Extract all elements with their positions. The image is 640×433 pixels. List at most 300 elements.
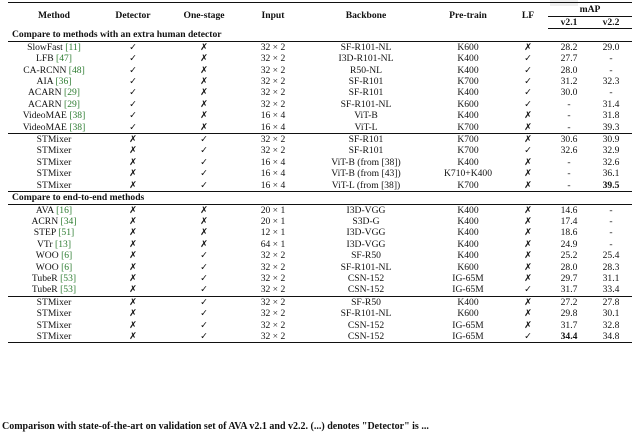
cell-method [8, 157, 100, 168]
cell-backbone: S3D-G [352, 215, 380, 227]
cell-one-stage: ✓ [166, 134, 242, 146]
cell-detector: ✗ [100, 134, 166, 146]
cell-one-stage: ✓ [200, 179, 208, 191]
cell-input: 32 × 2 [260, 284, 286, 296]
cell-backbone: SF-R101 [304, 134, 428, 146]
table-body [8, 29, 632, 343]
cell-one-stage: ✓ [200, 284, 208, 296]
section-title: Compare to end-to-end methods [8, 192, 632, 204]
method-name: STMixer [36, 308, 72, 320]
cell-backbone: CSN-152 [347, 272, 385, 284]
cell-pretrain: K600 [457, 261, 479, 273]
cell-one-stage: ✗ [200, 204, 208, 216]
header-row [8, 3, 632, 17]
cell-one-stage: ✓ [166, 296, 242, 308]
cell-method [8, 320, 100, 331]
cell-detector: ✓ [129, 53, 137, 65]
cell-lf: ✓ [524, 76, 532, 88]
cell-lf: ✓ [524, 64, 532, 76]
table-row [8, 320, 632, 331]
cell-v22: 31.4 [602, 98, 620, 110]
table-row [8, 87, 632, 98]
cell-lf: ✗ [508, 296, 548, 308]
cell-one-stage: ✗ [200, 64, 208, 76]
cell-detector: ✗ [129, 156, 137, 168]
cell-detector: ✗ [129, 145, 137, 157]
cell-detector: ✓ [129, 87, 137, 99]
cell-detector: ✗ [129, 238, 137, 250]
cell-backbone: I3D-VGG [346, 238, 386, 250]
cell-input: 16 × 4 [260, 121, 286, 133]
cell-input: 32 × 2 [260, 250, 286, 262]
cell-lf: ✓ [524, 87, 532, 99]
method-name: ACARN [28, 98, 62, 110]
cell-v22: 29.0 [602, 41, 620, 53]
table-row [8, 76, 632, 87]
table-row [8, 134, 632, 146]
cell-pretrain: IG-65M [452, 319, 484, 331]
cell-method [8, 180, 100, 192]
citation-link[interactable]: [53] [60, 272, 77, 284]
cell-backbone: I3D-VGG [346, 227, 386, 239]
cell-one-stage: ✗ [200, 53, 208, 65]
method-name: VTr [36, 238, 53, 250]
cell-v22: 33.4 [602, 284, 620, 296]
cell-input: 32 × 2 [260, 261, 286, 273]
cell-v22: - [609, 227, 613, 239]
cell-v21: 30.6 [548, 134, 590, 146]
citation-link[interactable]: [29] [64, 98, 80, 110]
cell-method [8, 296, 100, 308]
cell-input: 12 × 1 [260, 227, 286, 239]
cell-input: 32 × 2 [242, 134, 304, 146]
cell-one-stage: ✗ [200, 121, 208, 133]
col-v21: v2.1 [548, 17, 590, 29]
cell-pretrain: IG-65M [452, 284, 484, 296]
table-row [8, 53, 632, 64]
cell-method [8, 99, 100, 110]
cell-lf: ✗ [524, 204, 532, 216]
cell-v22: 32.9 [602, 145, 620, 157]
method-name: STMixer [36, 179, 72, 191]
cell-v21: - [567, 121, 571, 133]
cell-one-stage: ✓ [200, 168, 208, 180]
citation-link[interactable]: [16] [56, 204, 73, 216]
cell-method [8, 110, 100, 121]
cell-input: 20 × 1 [260, 215, 286, 227]
citation-link[interactable]: [13] [55, 238, 72, 250]
cell-v21: 24.9 [560, 238, 578, 250]
cell-detector: ✗ [129, 272, 137, 284]
cell-detector: ✓ [129, 98, 137, 110]
citation-link[interactable]: [47] [56, 53, 72, 65]
cell-v21: 28.0 [560, 261, 578, 273]
cell-method [8, 76, 100, 87]
method-name: ACARN [28, 87, 62, 99]
cell-v22: 32.3 [602, 76, 620, 88]
cell-v21: 28.2 [560, 41, 578, 53]
cell-method [8, 87, 100, 98]
cell-v21: 27.7 [560, 53, 578, 65]
cell-pretrain: K710+K400 [443, 168, 493, 180]
cell-lf: ✗ [524, 319, 532, 331]
cell-pretrain: K700 [428, 134, 508, 146]
cell-lf: ✗ [508, 134, 548, 146]
cell-one-stage: ✗ [200, 227, 208, 239]
cell-pretrain: K700 [457, 179, 479, 191]
col-map: mAP [548, 3, 632, 17]
cell-detector: ✗ [129, 215, 137, 227]
table-row [8, 157, 632, 168]
cell-pretrain: K400 [457, 238, 479, 250]
method-name: STMixer [36, 296, 72, 308]
method-name: TubeR [31, 284, 58, 296]
cell-v22: 30.9 [590, 134, 632, 146]
cell-v21: 29.7 [560, 272, 578, 284]
cell-method [8, 308, 100, 319]
cell-detector: ✗ [100, 331, 166, 343]
cell-v22: 36.1 [602, 168, 620, 180]
cell-input: 64 × 1 [260, 238, 286, 250]
cell-v22: 30.1 [602, 308, 620, 320]
cell-backbone: SF-R101-NL [340, 98, 392, 110]
table-row [8, 284, 632, 296]
cell-v22: 28.3 [602, 261, 620, 273]
table-row [8, 145, 632, 156]
cell-v21: 18.6 [560, 227, 578, 239]
cell-detector: ✗ [129, 308, 137, 320]
cell-backbone: CSN-152 [347, 319, 385, 331]
cell-v21: - [567, 179, 571, 191]
cell-lf: ✗ [524, 238, 532, 250]
cell-pretrain: K400 [457, 156, 479, 168]
table-row [8, 204, 632, 216]
col-method: Method [8, 3, 100, 29]
table-row [8, 99, 632, 110]
cell-v22: 32.8 [602, 319, 620, 331]
citation-link[interactable]: [6] [61, 261, 73, 273]
method-name: AVA [35, 204, 54, 216]
cell-lf: ✓ [508, 331, 548, 343]
cell-pretrain: K700 [457, 121, 479, 133]
cell-pretrain: IG-65M [428, 331, 508, 343]
table-row [8, 216, 632, 227]
table-row [8, 65, 632, 76]
cell-v22: 25.4 [602, 250, 620, 262]
cell-one-stage: ✓ [200, 145, 208, 157]
cell-method [8, 250, 100, 261]
citation-link[interactable]: [36] [55, 76, 72, 88]
cell-method [8, 284, 100, 296]
section-header [8, 192, 632, 204]
cell-one-stage: ✗ [200, 41, 208, 53]
citation-link[interactable]: [6] [61, 250, 73, 262]
cell-backbone: SF-R101-NL [340, 308, 392, 320]
cell-v21: 27.2 [548, 296, 590, 308]
citation-link[interactable]: [34] [60, 215, 77, 227]
cell-input: 32 × 2 [260, 272, 286, 284]
cell-lf: ✗ [524, 110, 532, 122]
cell-v21: 31.7 [560, 319, 578, 331]
cell-v22: 27.8 [590, 296, 632, 308]
method-name: VideoMAE [22, 121, 67, 133]
cell-input: 20 × 1 [260, 204, 286, 216]
cell-v21: - [567, 156, 571, 168]
cell-method [8, 262, 100, 273]
cell-method [8, 227, 100, 238]
cell-backbone: ViT-B [354, 110, 378, 122]
citation-link[interactable]: [51] [58, 227, 75, 239]
cell-v21: 34.4 [548, 331, 590, 343]
cell-pretrain: K400 [457, 53, 479, 65]
cell-method [8, 122, 100, 134]
cell-v21: 17.4 [560, 215, 578, 227]
table-row [8, 110, 632, 121]
cell-one-stage: ✗ [200, 98, 208, 110]
cell-v21: - [567, 98, 571, 110]
method-name: STEP [33, 227, 56, 239]
cell-lf: ✗ [524, 168, 532, 180]
cell-v21: 29.8 [560, 308, 578, 320]
method-name: STMixer [36, 134, 72, 146]
cell-input: 16 × 4 [260, 110, 286, 122]
cell-v22: 34.8 [590, 331, 632, 343]
cell-method [8, 239, 100, 250]
cell-detector: ✗ [129, 284, 137, 296]
cell-input: 32 × 2 [242, 296, 304, 308]
cell-v21: 30.0 [560, 87, 578, 99]
cell-backbone: I3D-VGG [346, 204, 386, 216]
cell-method [8, 53, 100, 64]
table-row [8, 168, 632, 179]
cell-one-stage: ✓ [200, 319, 208, 331]
table-row [8, 122, 632, 134]
cell-pretrain: K400 [457, 110, 479, 122]
cell-one-stage: ✓ [200, 156, 208, 168]
cell-detector: ✓ [129, 41, 137, 53]
cell-v22: - [609, 238, 613, 250]
cell-pretrain: K400 [457, 64, 479, 76]
table-caption: Comparison with state-of-the-art on validation set of AVA v2.1 and v2.2. (...) denotes "Detector" is ... [2, 421, 429, 432]
cell-input: 32 × 2 [260, 308, 286, 320]
cell-method [8, 65, 100, 76]
cell-input: 16 × 4 [260, 179, 286, 191]
cell-pretrain: K600 [457, 41, 479, 53]
cell-one-stage: ✓ [200, 272, 208, 284]
cell-backbone: CSN-152 [347, 284, 385, 296]
table-row [8, 41, 632, 53]
cell-backbone: SF-R101 [348, 87, 384, 99]
cell-detector: ✗ [129, 261, 137, 273]
cell-v22: 39.5 [602, 179, 620, 191]
cell-lf: ✓ [524, 145, 532, 157]
cell-backbone: ViT-L [354, 121, 378, 133]
method-name: WOO [35, 261, 59, 273]
cell-pretrain: K700 [457, 145, 479, 157]
cell-v21: 28.0 [560, 64, 578, 76]
method-name: WOO [35, 250, 59, 262]
method-name: ACRN [31, 215, 59, 227]
cell-pretrain: K600 [457, 98, 479, 110]
cell-detector: ✓ [129, 110, 137, 122]
cell-one-stage: ✗ [200, 87, 208, 99]
cell-backbone: ViT-B (from [38]) [331, 156, 401, 168]
cell-method [8, 41, 100, 53]
cell-backbone: SF-R50 [304, 296, 428, 308]
cell-lf: ✗ [524, 250, 532, 262]
cell-one-stage: ✗ [200, 238, 208, 250]
table-row [8, 239, 632, 250]
cell-backbone: ViT-L (from [38]) [331, 179, 401, 191]
cell-input: 32 × 2 [242, 331, 304, 343]
cell-method [8, 331, 100, 343]
col-backbone: Backbone [304, 3, 428, 29]
method-name: TubeR [31, 272, 58, 284]
method-name: STMixer [36, 330, 72, 342]
section-header [8, 29, 632, 41]
citation-link[interactable]: [38] [69, 110, 86, 122]
cell-lf: ✗ [524, 272, 532, 284]
cell-input: 32 × 2 [260, 98, 286, 110]
method-name: CA-RCNN [23, 64, 67, 76]
method-name: SlowFast [27, 41, 63, 53]
citation-link[interactable]: [11] [65, 41, 81, 53]
cell-backbone: CSN-152 [304, 331, 428, 343]
cell-v22: - [609, 204, 613, 216]
cell-lf: ✗ [524, 41, 532, 53]
cell-v22: - [609, 215, 613, 227]
cell-pretrain: K400 [457, 204, 479, 216]
cell-detector: ✓ [129, 76, 137, 88]
cell-lf: ✗ [524, 121, 532, 133]
cell-input: 32 × 2 [260, 41, 286, 53]
method-name: STMixer [36, 156, 72, 168]
cell-v22: 32.6 [602, 156, 620, 168]
cell-lf: ✓ [524, 53, 532, 65]
cell-v21: - [567, 168, 571, 180]
cell-v22: - [609, 53, 613, 65]
cell-detector: ✗ [129, 250, 137, 262]
cell-one-stage: ✗ [200, 76, 208, 88]
method-name: LFB [36, 53, 54, 65]
citation-link[interactable]: [48] [68, 64, 85, 76]
table-row [8, 227, 632, 238]
cell-input: 32 × 2 [260, 145, 286, 157]
citation-link[interactable]: [53] [60, 284, 77, 296]
cell-detector: ✓ [129, 64, 137, 76]
cell-lf: ✓ [524, 98, 532, 110]
cell-v21: 25.2 [560, 250, 578, 262]
cell-one-stage: ✓ [200, 261, 208, 273]
cell-backbone: SF-R50 [351, 250, 381, 262]
method-name: STMixer [36, 168, 72, 180]
cell-v21: - [567, 110, 571, 122]
cell-v21: 32.6 [560, 145, 578, 157]
table-row [8, 308, 632, 319]
cell-detector: ✗ [129, 179, 137, 191]
cell-lf: ✗ [524, 215, 532, 227]
cell-input: 16 × 4 [260, 156, 286, 168]
cell-v22: 39.3 [602, 121, 620, 133]
table-row [8, 273, 632, 284]
cell-detector: ✗ [100, 296, 166, 308]
cell-backbone: R50-NL [350, 64, 382, 76]
col-v22: v2.2 [590, 17, 632, 29]
cell-input: 32 × 2 [260, 87, 286, 99]
table-row [8, 262, 632, 273]
method-name: STMixer [36, 145, 72, 157]
method-name: STMixer [36, 319, 72, 331]
cell-input: 32 × 2 [260, 53, 286, 65]
cell-pretrain: K600 [457, 308, 479, 320]
cell-lf: ✗ [524, 156, 532, 168]
method-name: AIA [36, 76, 54, 88]
cell-detector: ✗ [129, 204, 137, 216]
cell-one-stage: ✓ [166, 331, 242, 343]
cell-pretrain: K400 [428, 296, 508, 308]
cell-backbone: SF-R101 [348, 145, 384, 157]
cell-backbone: SF-R101-NL [340, 261, 392, 273]
section-title: Compare to methods with an extra human detector [8, 29, 632, 41]
citation-link[interactable]: [38] [69, 121, 86, 133]
cell-method [8, 145, 100, 156]
cell-pretrain: K400 [457, 215, 479, 227]
cell-detector: ✓ [129, 121, 137, 133]
cell-backbone: I3D-R101-NL [338, 53, 394, 65]
table-row [8, 250, 632, 261]
cell-detector: ✗ [129, 168, 137, 180]
cell-input: 16 × 4 [260, 168, 286, 180]
cell-v21: 14.6 [560, 204, 578, 216]
cell-pretrain: K400 [457, 250, 479, 262]
table-row [8, 331, 632, 343]
cell-detector: ✗ [129, 227, 137, 239]
cell-input: 32 × 2 [260, 319, 286, 331]
cell-lf: ✗ [524, 179, 532, 191]
cell-v22: 31.8 [602, 110, 620, 122]
col-pretrain: Pre-train [428, 3, 508, 29]
cell-one-stage: ✗ [200, 110, 208, 122]
cell-pretrain: K700 [457, 76, 479, 88]
col-detector: Detector [100, 3, 166, 29]
cell-v21: 31.2 [560, 76, 578, 88]
cell-pretrain: IG-65M [452, 272, 484, 284]
col-lf: LF [508, 3, 548, 29]
cell-method [8, 134, 100, 146]
cell-lf: ✗ [524, 227, 532, 239]
cell-v22: - [609, 64, 613, 76]
cell-lf: ✗ [524, 308, 532, 320]
cell-method [8, 273, 100, 284]
cell-lf: ✗ [524, 261, 532, 273]
cell-detector: ✗ [129, 319, 137, 331]
cell-pretrain: K400 [457, 87, 479, 99]
cell-backbone: SF-R101-NL [340, 41, 392, 53]
cell-v22: 31.1 [602, 272, 620, 284]
citation-link[interactable]: [29] [64, 87, 80, 99]
cell-backbone: SF-R101 [348, 76, 384, 88]
cell-method [8, 168, 100, 179]
cell-method [8, 216, 100, 227]
cell-v22: - [609, 87, 613, 99]
cell-method [8, 204, 100, 216]
cell-input: 32 × 2 [260, 76, 286, 88]
cell-one-stage: ✗ [200, 215, 208, 227]
results-table [8, 2, 632, 343]
method-name: VideoMAE [22, 110, 67, 122]
table-row [8, 180, 632, 192]
col-input: Input [242, 3, 304, 29]
